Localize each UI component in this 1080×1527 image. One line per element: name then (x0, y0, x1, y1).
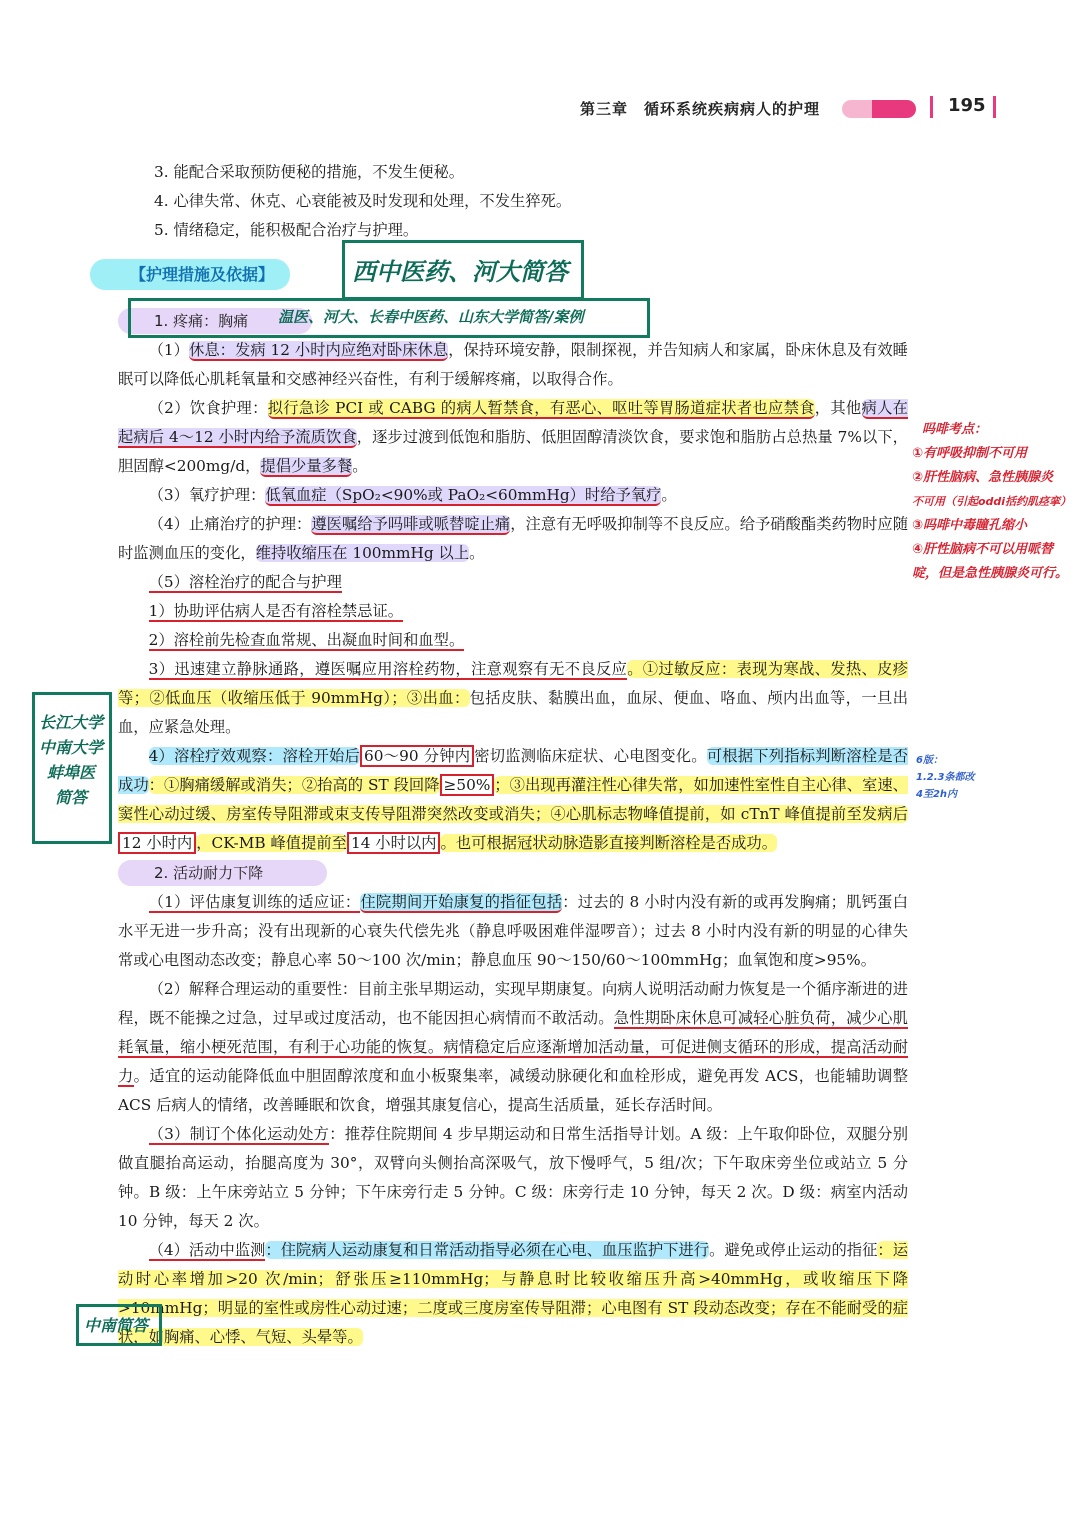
para-exercise-importance (118, 975, 908, 1120)
para-rest (118, 336, 908, 394)
text: ：过去的 8 小时内没有新的或再发胸痛；肌钙蛋白水平无进一步升高；没有出现新的心衰失代偿先兆（静息呼吸困难伴湿啰音）；过去 8 小时内没有新的明显的心律失常或心电图动态改变；静息心率 50～100 次/min；静息血压 90～150/60～100mmHg；血氧饱和度>95%。 (118, 893, 908, 969)
goal-item: 3. 能配合采取预防便秘的措施，不发生便秘。 (154, 163, 465, 181)
text-highlight: 拟行急诊 PCI 或 CABG 的病人暂禁食，有恶心、呕吐等胃肠道症状者也应禁食 (267, 399, 815, 417)
boxed-text: 14 小时以内 (347, 832, 441, 854)
subsection-pain-title: 1. 疼痛：胸痛 (118, 308, 312, 334)
page-header (0, 96, 1080, 126)
text: （2）饮食护理： (148, 399, 268, 417)
annotation-sec-schools: 西中医药、河大简答 (352, 258, 568, 286)
annotation-morphine-notes (912, 418, 1076, 586)
text-highlight: 休息：发病 12 小时内应绝对卧床休息 (189, 341, 449, 359)
text-underlined: 1）协助评估病人是否有溶栓禁忌证。 (148, 602, 404, 620)
boxed-text: 60～90 分钟内 (360, 745, 474, 767)
text: （1） (148, 341, 190, 359)
annotation-blue-notes (916, 752, 1016, 803)
para-monitoring (118, 1236, 908, 1352)
para-rehab-indication (118, 888, 908, 975)
goal-item: 5. 情绪稳定，能积极配合治疗与护理。 (154, 221, 419, 239)
annotation-line: 啶，但是急性胰腺炎可行。 (912, 566, 1069, 581)
text: （4）止痛治疗的护理： (148, 515, 312, 533)
annotation-line: 吗啡考点： (922, 422, 988, 437)
annotation-line: 简答 (54, 788, 87, 807)
annotation-line: 4至2h内 (916, 789, 958, 800)
text-highlight: ，CK-MB 峰值提前至 (196, 834, 347, 852)
boxed-text: 12 小时内 (118, 832, 196, 854)
annotation-line: ②肝性脑病、急性胰腺炎 (912, 470, 1054, 485)
text-highlight: ：住院病人运动康复和日常活动指导必须在心电、血压监护下进行 (265, 1241, 710, 1259)
text-highlight: 低氧血症（SpO₂<90%或 PaO₂<60mmHg）时给予氧疗 (265, 486, 662, 504)
annotation-line: 蚌埠医 (46, 763, 95, 782)
para-diet (118, 394, 908, 481)
text-highlight: 可根据下列指标判断溶栓是否成功 (118, 747, 908, 794)
para-thrombolysis-4 (118, 742, 908, 858)
text-highlight: 维持收缩压在 100mmHg 以上 (255, 544, 470, 562)
text: 。 (352, 457, 368, 475)
text-highlight: 。也可根据冠状动脉造影直接判断溶栓是否成功。 (440, 834, 778, 852)
boxed-text: ≥50% (440, 774, 495, 796)
text-highlight: 4）溶栓疗效观察：溶栓开始后 (148, 747, 361, 765)
para-oxygen (118, 481, 908, 510)
text-underlined: （1）评估康复训练的适应证： (148, 893, 361, 911)
subsection-activity-title: 2. 活动耐力下降 (118, 860, 327, 886)
text-underlined: 3）迅速建立静脉通路，遵医嘱应用溶栓药物，注意观察有无不良反应 (148, 660, 628, 678)
annotation-line: 中南大学 (38, 738, 103, 757)
text: （3）氧疗护理： (148, 486, 266, 504)
text-highlight: 提倡少量多餐 (260, 457, 353, 475)
text-highlight: 病人在起病后 4～12 小时内给予流质饮食 (118, 399, 908, 446)
annotation-pain-schools: 温医、河大、长春中医药、山东大学简答/案例 (278, 308, 584, 326)
header-bar-dark (872, 100, 916, 118)
annotation-line: 6版： (916, 755, 943, 766)
para-thrombolysis-1 (118, 597, 908, 626)
para-thrombolysis-3 (118, 655, 908, 742)
text-highlight: ；③出现再灌注性心律失常，如加速性室性自主心律、室速、窦性心动过缓、房室传导阻滞或束支传导阻滞突然改变或消失；④心肌标志物峰值提前，如 cTnT 峰值提前至发病后 (118, 776, 908, 823)
text-underlined: 2）溶栓前先检查血常规、出凝血时间和血型。 (148, 631, 465, 649)
text: ，注意有无呼吸抑制等不良反应。给予硝酸酯类药物时应随时监测血压的变化， (118, 515, 908, 562)
annotation-line: 不可用（引起oddi括约肌痉挛） (912, 495, 1072, 508)
page-number: 195 (948, 95, 986, 116)
section-heading-text: 【护理措施及依据】 (90, 259, 290, 290)
text-highlight: 。①过敏反应：表现为寒战、发热、皮疹等；②低血压（收缩压低于 90mmHg）；③出血： (118, 660, 908, 707)
text-underlined: （4）活动中监测 (148, 1241, 266, 1259)
annotation-line: ①有呼吸抑制不可用 (912, 446, 1028, 461)
text-underlined: （3）制订个体化运动处方 (148, 1125, 330, 1143)
para-thrombolysis-2 (118, 626, 908, 655)
text: 。适宜的运动能降低血中胆固醇浓度和血小板聚集率，减缓动脉硬化和血栓形成，避免再发 ACS，也能辅助调整 ACS 后病人的情绪，改善睡眠和饮食，增强其康复信心，提高生活质量，延长存活时间。 (118, 1067, 908, 1114)
header-divider-right (993, 96, 996, 118)
text: （2）解释合理运动的重要性：目前主张早期运动，实现早期康复。向病人说明活动耐力恢复是一个循序渐进的进程，既不能操之过急，过早或过度活动，也不能因担心病情而不敢活动。 (118, 980, 908, 1027)
chapter-title: 第三章 循环系统疾病病人的护理 (580, 100, 821, 118)
text: 包括皮肤、黏膜出血，血尿、便血、咯血、颅内出血等，一旦出血，应紧急处理。 (118, 689, 908, 736)
text-underlined: 急性期卧床休息可减轻心脏负荷，减少心肌耗氧量，缩小梗死范围，有利于心功能的恢复。病情稳定后应逐渐增加活动量，可促进侧支循环的形成，提高活动耐力 (118, 1009, 908, 1085)
annotation-line: 1.2.3条都改 (916, 772, 975, 783)
subsection-activity (118, 860, 908, 886)
annotation-zhongnan: 中南简答 (84, 1316, 149, 1335)
para-analgesia (118, 510, 908, 568)
text: 。避免或停止运动的指征 (709, 1241, 878, 1259)
text: ，其他 (814, 399, 862, 417)
text-highlight: 住院期间开始康复的指征包括 (360, 893, 563, 911)
text-highlight: ：运动时心率增加>20 次/min；舒张压≥110mmHg；与静息时比较收缩压升高>40mmHg，或收缩压下降>10mmHg；明显的室性或房性心动过速；二度或三度房室传导阻滞；心电图有 ST 段动态改变；存在不能耐受的症状，如胸痛、心悸、气短、头晕等。 (118, 1241, 908, 1346)
text-highlight: ：①胸痛缓解或消失；②抬高的 ST 段回降 (148, 776, 440, 794)
text: 。 (469, 544, 485, 562)
para-thrombolysis-title (118, 568, 908, 597)
text-underlined: （5）溶栓治疗的配合与护理 (148, 573, 342, 591)
annotation-line: ④肝性脑病不可以用哌替 (912, 542, 1054, 557)
text: 。 (661, 486, 677, 504)
text: 密切监测临床症状、心电图变化。 (474, 747, 707, 765)
annotation-line: 长江大学 (38, 713, 103, 732)
annotation-left-schools (38, 710, 104, 810)
header-divider (930, 96, 933, 118)
text-highlight: 遵医嘱给予吗啡或哌替啶止痛 (311, 515, 511, 533)
text: ，保持环境安静，限制探视，并告知病人和家属，卧床休息及有效睡眠可以降低心肌耗氧量和交感神经兴奋性，有利于缓解疼痛，以取得合作。 (118, 341, 908, 388)
para-exercise-prescription (118, 1120, 908, 1236)
goal-item: 4. 心律失常、休克、心衰能被及时发现和处理，不发生猝死。 (154, 192, 572, 210)
text: ，逐步过渡到低饱和脂肪、低胆固醇清淡饮食，要求饱和脂肪占总热量 7%以下，胆固醇<200mg/d， (118, 428, 908, 475)
annotation-line: ③吗啡中毒瞳孔缩小 (912, 518, 1028, 533)
text: ：推荐住院期间 4 步早期运动和日常生活指导计划。A 级：上午取仰卧位，双腿分别做直腿抬高运动，抬腿高度为 30°，双臂向头侧抬高深吸气，放下慢呼气，5 组/次；下午取床旁坐位或站立 5 分钟。B 级：上午床旁站立 5 分钟；下午床旁行走 5 分钟。C 级：床旁行走 10 分钟，每天 2 次。D 级：病室内活动 10 分钟，每天 2 次。 (118, 1125, 908, 1230)
